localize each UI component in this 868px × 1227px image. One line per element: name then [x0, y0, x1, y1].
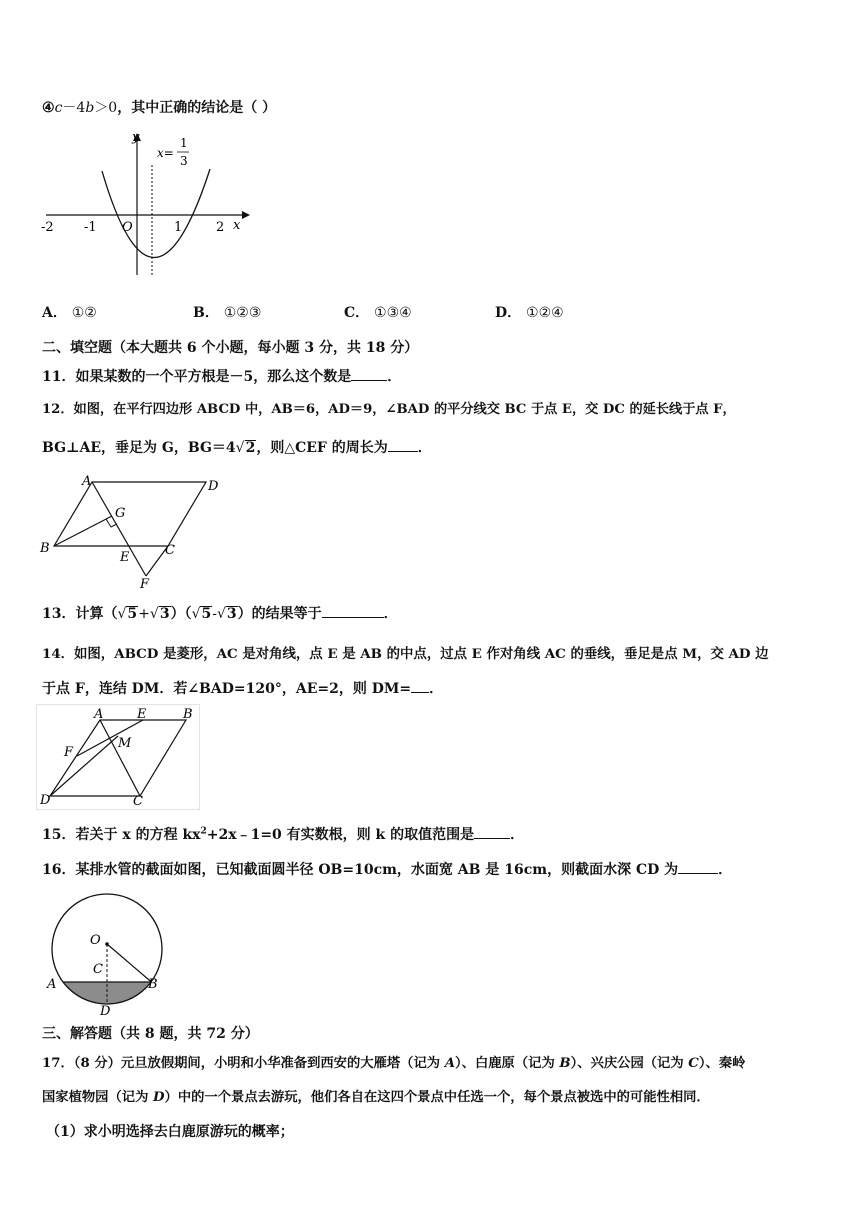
label-b: B: [40, 541, 50, 556]
parallelogram-figure: [36, 472, 231, 592]
symmetry-label: x=: [157, 146, 174, 160]
label-c: C: [165, 543, 175, 558]
section-2-heading: 二、填空题（本大题共 6 个小题，每小题 3 分，共 18 分）: [42, 340, 419, 356]
label-c: C: [93, 962, 103, 977]
answer-blank-15[interactable]: [474, 826, 510, 839]
label-e: E: [137, 707, 147, 722]
label-a: A: [47, 977, 57, 992]
tick-neg2: -2: [41, 220, 54, 235]
label-m: M: [118, 736, 132, 751]
parabola-graph: [40, 125, 255, 285]
radius-ob: [107, 944, 151, 982]
answer-blank-13[interactable]: [322, 605, 384, 618]
label-c: C: [133, 794, 143, 809]
question-12-line1: 12．如图，在平行四边形 ABCD 中，AB＝6，AD＝9，∠BAD 的平分线交 BC 于点 E，交 DC 的延长线于点 F，: [42, 402, 736, 417]
label-a: A: [94, 707, 104, 722]
pipe-cross-section-figure: [42, 887, 167, 1017]
label-d: D: [208, 479, 219, 494]
x-axis-label: x: [233, 218, 241, 233]
label-e: E: [120, 550, 130, 565]
label-d: D: [100, 1004, 111, 1017]
label-d: D: [40, 793, 51, 808]
label-f: F: [64, 745, 74, 760]
symmetry-denominator: 3: [180, 154, 188, 168]
question-11: 11．如果某数的一个平方根是－5，那么这个数是 ．: [42, 369, 402, 385]
label-b: B: [183, 707, 193, 722]
label-b: B: [148, 977, 158, 992]
option-a[interactable]: A． ①②: [42, 305, 97, 321]
tick-1: 1: [174, 220, 183, 235]
option-d[interactable]: D． ①②④: [495, 305, 564, 321]
question-16: 16．某排水管的截面如图，已知截面圆半径 OB=10cm，水面宽 AB 是 16cm，则截面水深 CD 为 ．: [42, 862, 733, 878]
question-15: 15．若关于 x 的方程 $kx^2+2x﹣1=0$ 有实数根，则 k 的取值范围是 ．: [42, 826, 525, 843]
tick-neg1: -1: [84, 220, 97, 235]
question-17-part-1: （1）求小明选择去白鹿原游玩的概率；: [46, 1124, 294, 1140]
center-point: [105, 942, 109, 946]
question-14-line2: 于点 F，连结 DM．若∠BAD=120°，AE=2，则 DM= ．: [42, 681, 444, 697]
q10-condition-line: ④c－4b＞0，其中正确的结论是（ ）: [42, 100, 277, 116]
y-axis-label: y: [132, 130, 140, 145]
question-13: 13．计算（√5+√3）（√5-√3）的结果等于 ．: [42, 606, 398, 622]
tick-2: 2: [216, 220, 225, 235]
answer-blank-12[interactable]: [388, 439, 418, 452]
parallelogram-abcd: [54, 482, 206, 546]
question-17-line1: 17．（8 分）元旦放假期间，小明和小华准备到西安的大雁塔（记为 A）、白鹿原（记为 B）、兴庆公园（记为 C）、秦岭: [42, 1056, 746, 1071]
label-o: O: [90, 933, 101, 948]
label-g: G: [115, 506, 126, 521]
x-axis-arrow: [242, 211, 250, 219]
rhombus-figure: [36, 704, 201, 810]
bisector-af: [92, 482, 146, 576]
answer-blank-16[interactable]: [678, 861, 718, 874]
question-12-line2: BG⊥AE，垂足为 G，BG＝4√2，则△CEF 的周长为 ．: [42, 440, 432, 456]
question-14-line1: 14．如图，ABCD 是菱形，AC 是对角线，点 E 是 AB 的中点，过点 E 作对角线 AC 的垂线，垂足是点 M，交 AD 边: [42, 646, 769, 662]
label-f: F: [140, 577, 150, 592]
diagonal-ac: [100, 720, 140, 796]
line-ef: [77, 720, 143, 756]
symmetry-numerator: 1: [180, 136, 188, 150]
option-b[interactable]: B． ①②③: [193, 305, 262, 321]
answer-blank-11[interactable]: [351, 368, 387, 381]
option-c[interactable]: C． ①③④: [344, 305, 412, 321]
answer-blank-14[interactable]: [411, 680, 429, 693]
parabola-curve: [102, 169, 210, 258]
question-17-line2: 国家植物园（记为 D）中的一个景点去游玩，他们各自在这四个景点中任选一个，每个景点被选中的可能性相同．: [42, 1090, 710, 1105]
origin-label: O: [122, 220, 133, 235]
label-a: A: [82, 474, 92, 489]
section-3-heading: 三、解答题（共 8 题，共 72 分）: [42, 1026, 259, 1042]
